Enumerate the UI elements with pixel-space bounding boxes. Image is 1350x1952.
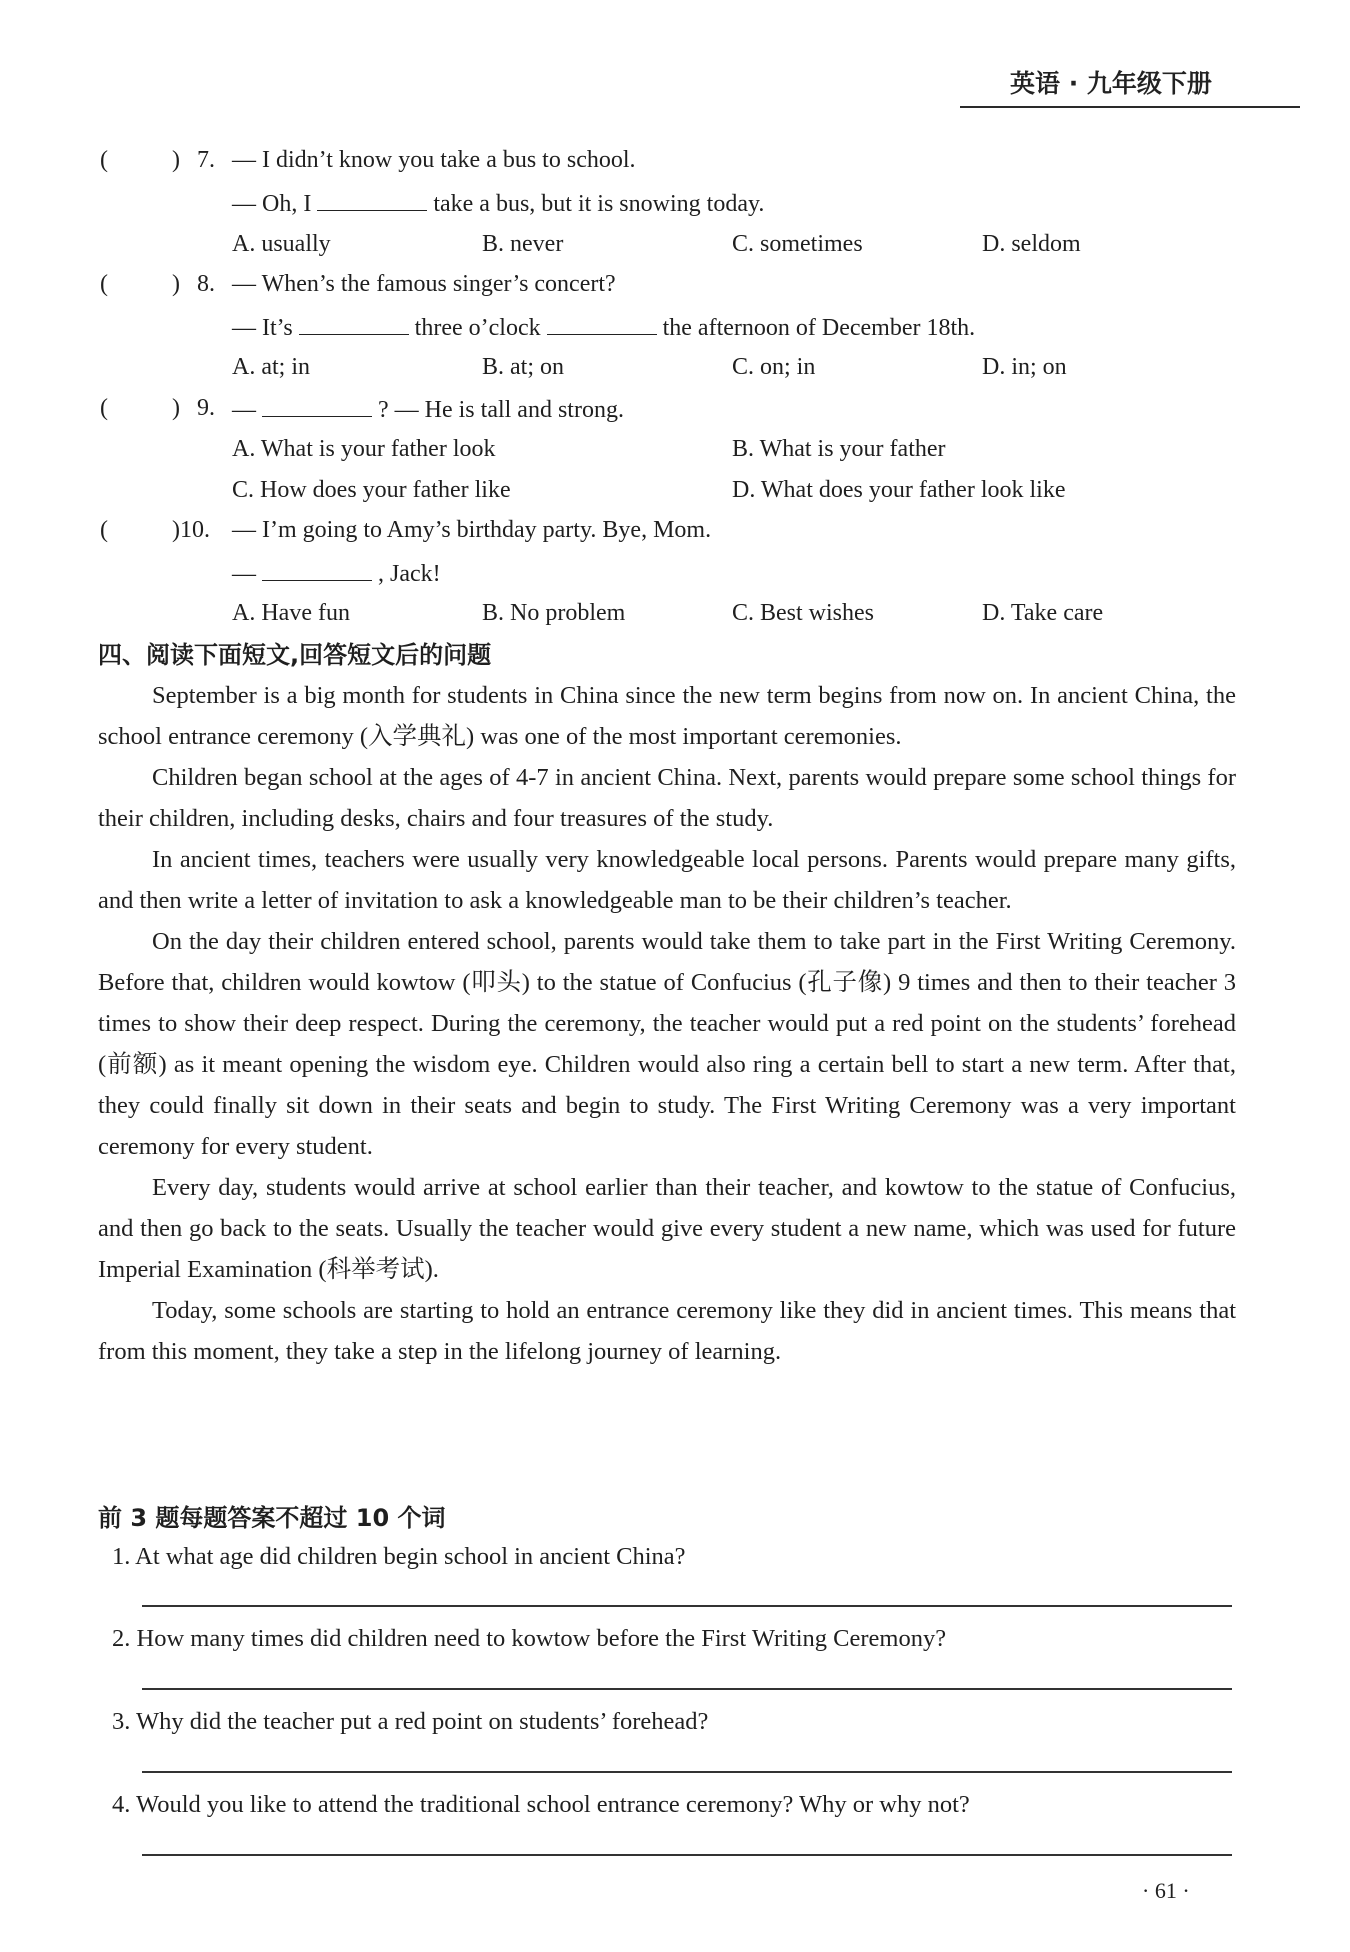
answer-paren-close: ) (172, 271, 180, 297)
option-c: C. How does your father like (232, 477, 511, 503)
answer-paren-close: ) (172, 395, 180, 421)
option-b: B. never (482, 231, 564, 257)
answer-paren-close-number: )10. (172, 517, 210, 543)
short-answer-question-3: 3. Why did the teacher put a red point on students’ forehead? (112, 1708, 709, 1735)
question-stem: — I’m going to Amy’s birthday party. Bye, Mom. (232, 517, 712, 543)
answer-paren-open[interactable]: ( (100, 147, 108, 173)
question-stem-reply: — Oh, I take a bus, but it is snowing today. (232, 191, 765, 217)
fill-blank[interactable] (299, 314, 409, 335)
passage-paragraph: In ancient times, teachers were usually very knowledgeable local persons. Parents would prepare many gifts, and then write a letter of invitation to ask a knowledgeable man to be their children’s teacher. (98, 846, 1236, 914)
fill-blank[interactable] (262, 396, 372, 417)
option-d: D. in; on (982, 354, 1067, 380)
header-rule (960, 106, 1300, 108)
option-b: B. What is your father (732, 436, 946, 462)
option-b: B. No problem (482, 600, 626, 626)
reading-passage (98, 675, 1236, 1372)
instruction-text: 前 3 题每题答案不超过 10 个词 (98, 1504, 446, 1532)
page-number: · 61 · (1142, 1878, 1190, 1903)
short-answer-question-1: 1. At what age did children begin school in ancient China? (112, 1543, 686, 1570)
option-a: A. usually (232, 231, 331, 257)
section-heading: 四、阅读下面短文,回答短文后的问题 (98, 641, 492, 669)
passage-paragraph: On the day their children entered school, parents would take them to take part in the First Writing Ceremony. Before that, children would kowtow (叩头) to the statue of Confucius (孔子像) 9 times and then to their teacher 3 times to show their deep respect. During the ceremony, the teacher would put a red point on the students’ forehead (前额) as it meant opening the wisdom eye. Children would also ring a certain bell to start a new term. After that, they could finally sit down in their seats and begin to study. The First Writing Ceremony was a very important ceremony for every student. (98, 928, 1236, 1160)
option-a: A. Have fun (232, 600, 350, 626)
question-number: 7. (197, 147, 215, 173)
question-stem-reply: — , Jack! (232, 561, 441, 587)
fill-blank[interactable] (262, 560, 372, 581)
answer-paren-open[interactable]: ( (100, 271, 108, 297)
option-c: C. on; in (732, 354, 816, 380)
option-a: A. What is your father look (232, 436, 496, 462)
question-stem: — I didn’t know you take a bus to school. (232, 147, 636, 173)
question-stem: — ? — He is tall and strong. (232, 397, 624, 423)
answer-paren-open[interactable]: ( (100, 517, 108, 543)
question-number: 9. (197, 395, 215, 421)
question-number: 8. (197, 271, 215, 297)
option-b: B. at; on (482, 354, 564, 380)
passage-paragraph: Today, some schools are starting to hold an entrance ceremony like they did in ancient times. This means that from this moment, they take a step in the lifelong journey of learning. (98, 1297, 1236, 1365)
question-stem-reply: — It’s three o’clock the afternoon of December 18th. (232, 315, 976, 341)
option-d: D. Take care (982, 600, 1104, 626)
answer-line[interactable] (142, 1688, 1232, 1690)
book-title: 英语 · 九年级下册 (1010, 69, 1212, 98)
passage-paragraph: September is a big month for students in China since the new term begins from now on. In ancient China, the school entrance ceremony (入学典礼) was one of the most important ceremonies. (98, 682, 1236, 750)
short-answer-question-4: 4. Would you like to attend the traditional school entrance ceremony? Why or why not? (112, 1791, 970, 1818)
option-c: C. Best wishes (732, 600, 875, 626)
fill-blank[interactable] (317, 190, 427, 211)
short-answer-question-2: 2. How many times did children need to kowtow before the First Writing Ceremony? (112, 1625, 947, 1652)
option-d: D. seldom (982, 231, 1081, 257)
passage-paragraph: Every day, students would arrive at school earlier than their teacher, and kowtow to the statue of Confucius, and then go back to the seats. Usually the teacher would give every student a new name, which was used for future Imperial Examination (科举考试). (98, 1174, 1236, 1283)
answer-line[interactable] (142, 1771, 1232, 1773)
option-d: D. What does your father look like (732, 477, 1066, 503)
fill-blank[interactable] (547, 314, 657, 335)
answer-paren-close: ) (172, 147, 180, 173)
passage-paragraph: Children began school at the ages of 4-7 in ancient China. Next, parents would prepare some school things for their children, including desks, chairs and four treasures of the study. (98, 764, 1236, 832)
answer-line[interactable] (142, 1605, 1232, 1607)
answer-line[interactable] (142, 1854, 1232, 1856)
option-a: A. at; in (232, 354, 310, 380)
question-stem: — When’s the famous singer’s concert? (232, 271, 616, 297)
answer-paren-open[interactable]: ( (100, 395, 108, 421)
option-c: C. sometimes (732, 231, 863, 257)
